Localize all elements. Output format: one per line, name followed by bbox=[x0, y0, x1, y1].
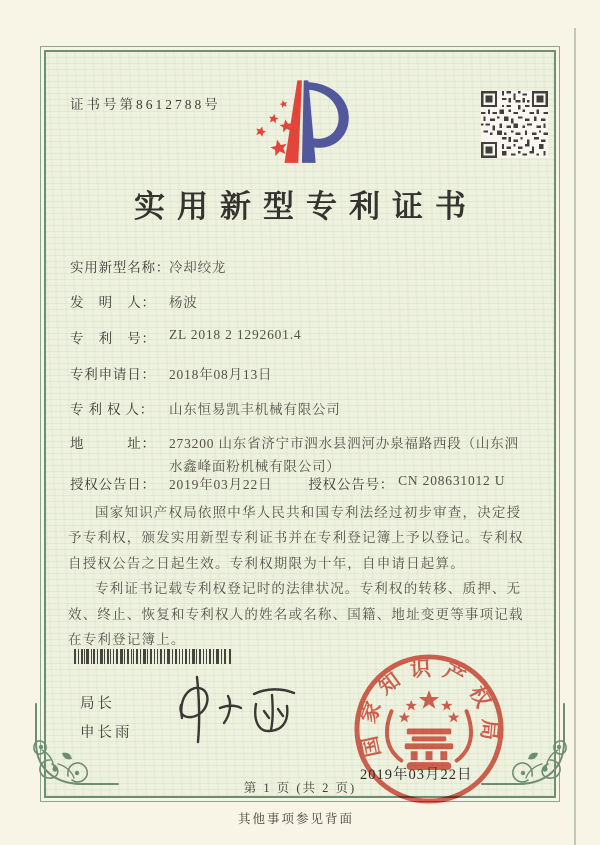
legal-text bbox=[68, 500, 534, 652]
floral-corner-ornament-icon bbox=[28, 698, 120, 790]
field-value: ZL 2018 2 1292601.4 bbox=[169, 327, 302, 342]
field-label: 专利申请日： bbox=[70, 367, 156, 382]
floral-corner-ornament-icon bbox=[480, 698, 572, 790]
field-value: 杨波 bbox=[169, 295, 198, 310]
field-label: 实用新型名称： bbox=[70, 260, 171, 275]
field-label: 专 利 号： bbox=[70, 331, 156, 346]
cnipa-logo-icon bbox=[246, 70, 356, 175]
seal-ring-text: 国家知识产权局 bbox=[357, 657, 501, 759]
qr-code bbox=[481, 91, 548, 158]
field-patent-number bbox=[70, 327, 301, 347]
field-utility-model-name bbox=[70, 256, 226, 276]
field-value: 山东恒易凯丰机械有限公司 bbox=[169, 402, 341, 417]
field-grant-number bbox=[308, 473, 505, 493]
field-label: 授权公告号： bbox=[308, 477, 395, 492]
field-value: 2019年03月22日 bbox=[169, 477, 273, 492]
field-label: 发 明 人： bbox=[70, 295, 156, 310]
field-label: 地 址： bbox=[70, 436, 156, 451]
field-label: 专 利 权 人： bbox=[70, 402, 155, 417]
national-emblem-icon bbox=[387, 691, 471, 769]
back-side-note: 其他事项参见背面 bbox=[238, 812, 355, 826]
field-grant-row bbox=[70, 473, 505, 493]
legal-paragraph-2: 专利证书记载专利权登记时的法律状况。专利权的转移、质押、无效、终止、恢复和专利权人的姓名或名称、国籍、地址变更等事项记载在专利登记簿上。 bbox=[68, 581, 524, 647]
field-inventor bbox=[70, 291, 198, 311]
director-name: 申长雨 bbox=[80, 725, 133, 741]
director-title: 局长 bbox=[80, 696, 115, 712]
scan-edge-line bbox=[574, 28, 576, 845]
seal-date: 2019年03月22日 bbox=[360, 767, 473, 783]
barcode bbox=[74, 649, 232, 664]
field-value: CN 208631012 U bbox=[398, 473, 506, 488]
certificate-number: 证书号第8612788号 bbox=[70, 97, 221, 112]
field-value: 2018年08月13日 bbox=[169, 367, 273, 382]
field-patentee bbox=[70, 398, 341, 418]
field-label: 授权公告日： bbox=[70, 477, 156, 492]
field-filing-date bbox=[70, 363, 272, 383]
page-number: 第 1 页 (共 2 页) bbox=[243, 781, 357, 795]
field-value: 冷却绞龙 bbox=[169, 260, 227, 275]
legal-paragraph-1: 国家知识产权局依照中华人民共和国专利法经过初步审查，决定授予专利权，颁发实用新型专利证书并在专利登记簿上予以登记。专利权自授权公告之日起生效。专利权期限为十年，自申请日起算。 bbox=[68, 505, 524, 571]
handwritten-signature-icon bbox=[168, 672, 313, 748]
field-value: 273200 山东省济宁市泗水县泗河办泉福路西段（山东泗水鑫峰面粉机械有限公司） bbox=[169, 436, 519, 475]
field-address bbox=[70, 432, 521, 478]
certificate-title: 实用新型专利证书 bbox=[134, 189, 478, 224]
